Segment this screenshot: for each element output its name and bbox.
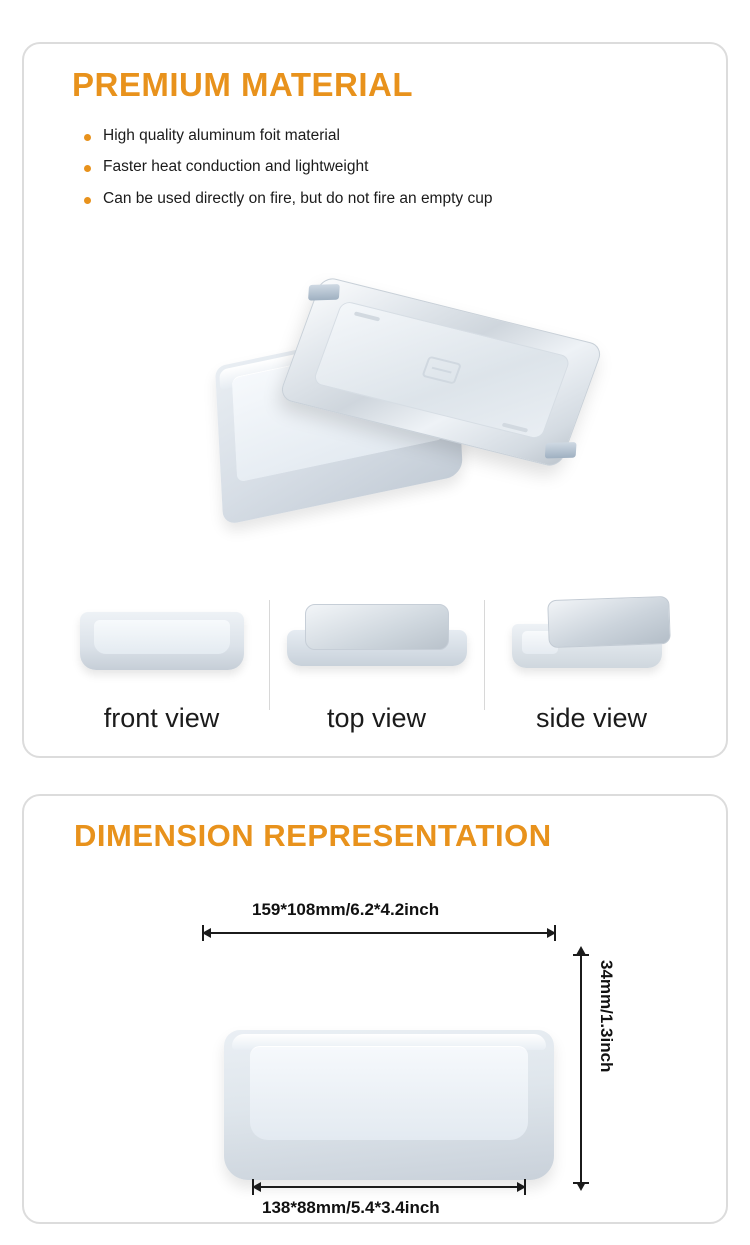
view-label-front: front view [103,703,220,733]
tray-cavity-shape [250,1046,528,1140]
dimension-representation-title: DIMENSION REPRESENTATION [74,818,552,853]
list-item [84,189,684,208]
list-item [84,157,684,176]
measure-line-vertical [580,954,582,1182]
measure-cap [252,1179,254,1195]
bullet-dot-icon [84,197,91,204]
measure-cap [202,925,204,941]
tray-side-view-icon [484,590,699,682]
dimension-label-bottom-width: 138*88mm/5.4*3.4inch [262,1198,440,1217]
view-cell-top [269,584,484,734]
premium-material-panel [22,42,728,758]
dimension-label-height: 34mm/1.3inch [597,960,616,1073]
view-cell-side [484,584,699,734]
measure-line-horizontal [252,1186,526,1188]
lid-tab-shape [308,284,340,300]
foil-tray-with-lid-icon [174,259,604,559]
lid-tab-shape [545,442,577,458]
premium-material-bullet-list [84,126,684,220]
measure-cap [573,954,589,956]
tray-lid-shape [547,596,671,648]
measure-cap [524,1179,526,1195]
dimension-label-top-width: 159*108mm/6.2*4.2inch [252,900,440,919]
measure-line-horizontal [202,932,556,934]
measure-cap [573,1182,589,1184]
tray-body-shape [224,1030,554,1180]
bullet-text: High quality aluminum foit material [103,127,340,144]
dimension-representation-panel [22,794,728,1224]
tray-cavity-shape [94,620,230,654]
tray-body-shape [80,612,244,670]
bullet-text: Can be used directly on fire, but do not fire an empty cup [103,189,493,207]
bullet-dot-icon [84,165,91,172]
foil-tray-dimension-icon [24,882,730,1222]
bullet-text: Faster heat conduction and lightweight [103,158,369,176]
premium-material-title: PREMIUM MATERIAL [72,66,414,103]
view-label-top: top view [326,703,427,733]
tray-lid-shape [305,604,449,650]
lid-emboss-icon [421,356,462,385]
tray-front-view-icon [54,590,269,682]
list-item [84,126,684,145]
bullet-dot-icon [84,134,91,141]
view-cell-front [54,584,269,734]
tray-top-view-icon [269,590,484,682]
measure-cap [554,925,556,941]
view-label-side: side view [535,703,648,733]
product-views-row [54,584,700,734]
